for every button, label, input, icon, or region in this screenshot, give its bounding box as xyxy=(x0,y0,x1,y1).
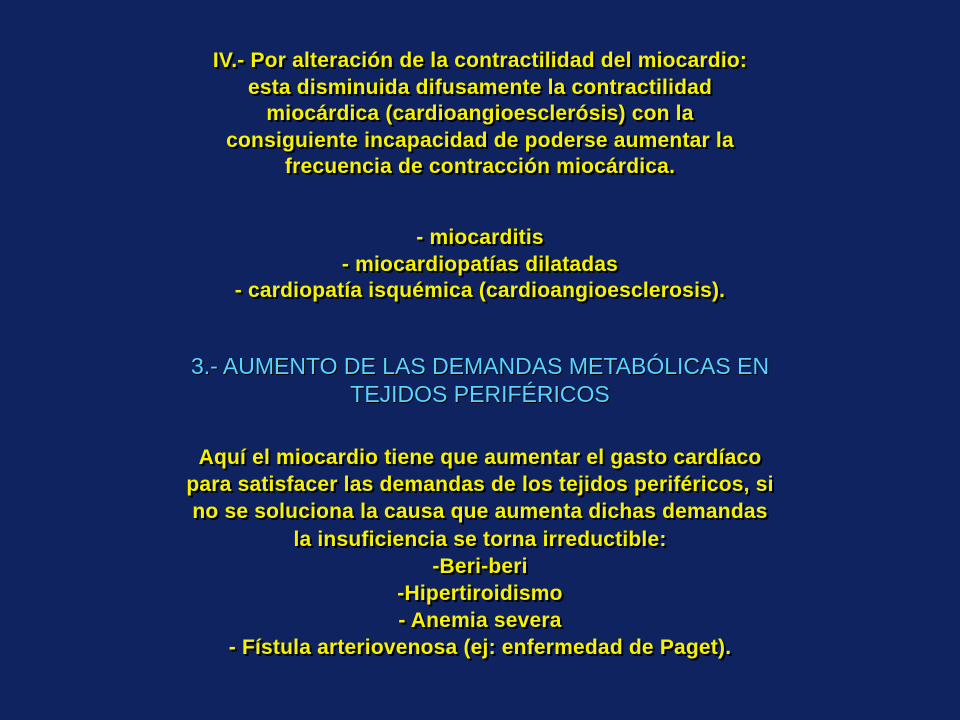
text-line: Aquí el miocardio tiene que aumentar el gasto cardíaco xyxy=(198,446,762,469)
list-item: - miocarditis xyxy=(416,226,544,249)
list-item: -Beri-beri xyxy=(432,554,528,578)
myocardial-causes-list xyxy=(0,225,960,305)
myocardial-contractility-paragraph xyxy=(0,48,960,181)
text-line: IV.- Por alteración de la contractilidad del miocardio: xyxy=(212,49,748,72)
list-item: - miocardiopatías dilatadas xyxy=(341,252,619,276)
list-item: -Hipertiroidismo xyxy=(397,582,563,606)
text-line: consiguiente incapacidad de poderse aumentar la xyxy=(226,128,734,152)
text-line: miocárdica (cardioangioesclerósis) con la xyxy=(266,102,694,125)
list-item: - cardiopatía isquémica (cardioangioesclerosis). xyxy=(234,279,726,302)
section-heading xyxy=(0,352,960,408)
heading-line: TEJIDOS PERIFÉRICOS xyxy=(350,381,610,407)
text-line: no se soluciona la causa que aumenta dichas demandas xyxy=(192,500,768,524)
list-item: - Anemia severa xyxy=(398,609,562,633)
text-line: para satisfacer las demandas de los tejidos periféricos, si xyxy=(186,473,774,497)
text-line: esta disminuida difusamente la contractilidad xyxy=(247,75,713,99)
metabolic-demand-paragraph xyxy=(0,444,960,662)
heading-line: 3.- AUMENTO DE LAS DEMANDAS METABÓLICAS EN xyxy=(190,353,770,379)
text-line: frecuencia de contracción miocárdica. xyxy=(284,155,676,178)
list-item: - Fístula arteriovenosa (ej: enfermedad de Paget). xyxy=(228,636,732,660)
text-line: la insuficiencia se torna irreductible: xyxy=(293,527,667,551)
